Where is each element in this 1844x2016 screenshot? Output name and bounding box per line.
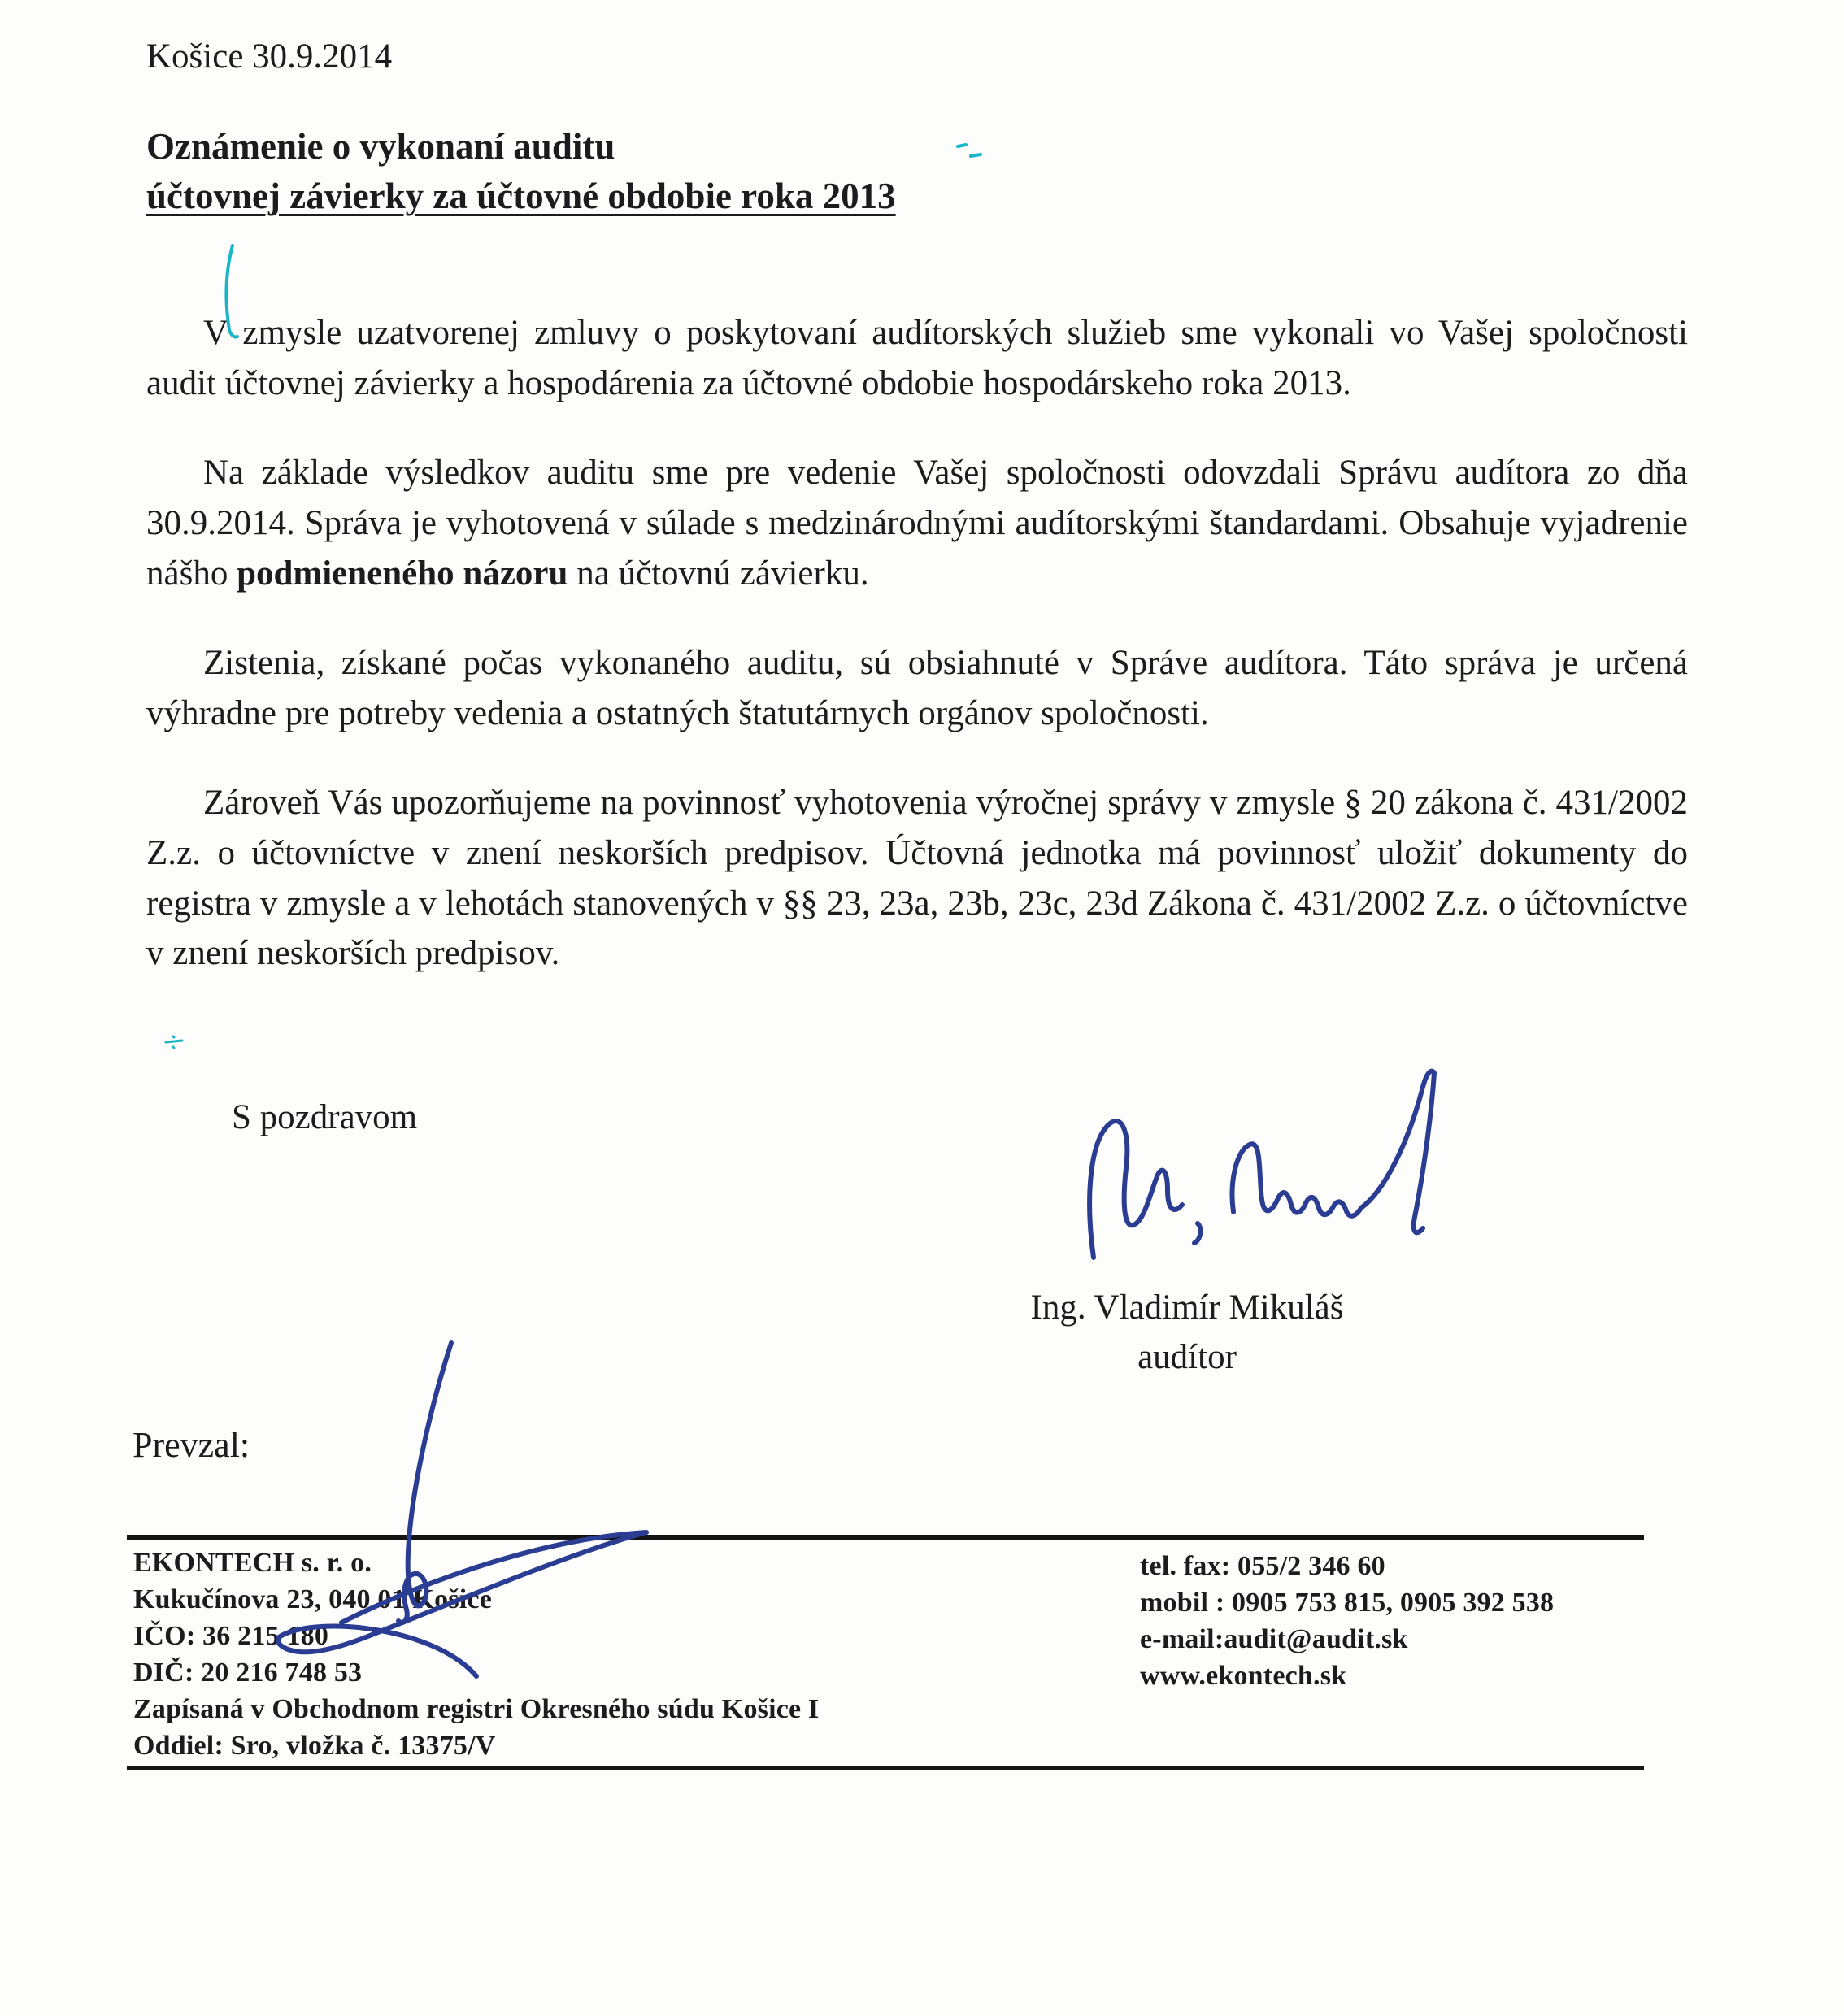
closing-salutation: S pozdravom xyxy=(232,1098,418,1136)
signer-name: Ing. Vladimír Mikuláš xyxy=(1030,1288,1344,1327)
cyan-dash-artifact xyxy=(953,140,985,163)
contact-web: www.ekontech.sk xyxy=(1140,1661,1347,1691)
received-signature xyxy=(203,1333,659,1683)
signer-title: audítor xyxy=(1137,1338,1237,1377)
contact-email: e-mail:audit@audit.sk xyxy=(1140,1624,1408,1654)
paragraph-2-pre: Na základe výsledkov auditu sme pre vedenie Vašej spoločnosti odovzdali Správu audítora zo dňa 30.9.2014. Správa je vyhotovená v súlade s medzinárodnými audítorskými štandardami. Obsahuje vyjadrenie nášho xyxy=(146,454,1688,593)
paragraph-4: Zároveň Vás upozorňujeme na povinnosť vyhotovenia výročnej správy v zmysle § 20 zákona č. 431/2002 Z.z. o účtovníctve v znení neskorších predpisov. Účtovná jednotka má povinnosť uložiť dokumenty do registra v zmysle a v lehotách stanovených v §§ 23, 23a, 23b, 23c, 23d Zákona č. 431/2002 Z.z. o účtovníctve v znení neskorších predpisov. xyxy=(146,783,1688,973)
cyan-scribble-strokes xyxy=(227,245,237,337)
letter-title xyxy=(146,122,1688,221)
received-label: Prevzal: xyxy=(133,1425,250,1465)
title-line-1: Oznámenie o vykonaní auditu xyxy=(146,125,615,167)
paragraph-2 xyxy=(146,448,1688,599)
cyan-dot-artifact xyxy=(163,1034,187,1050)
cyan-scribble-artifact xyxy=(213,242,249,343)
contact-telfax: tel. fax: 055/2 346 60 xyxy=(1140,1551,1385,1581)
paragraph-2-bold: podmieneného názoru xyxy=(237,554,568,593)
footer-bottom-rule xyxy=(127,1766,1644,1770)
auditor-signature xyxy=(1065,1053,1447,1297)
company-dic: DIČ: 20 216 748 53 xyxy=(133,1658,363,1688)
company-name: EKONTECH s. r. o. xyxy=(133,1548,372,1578)
auditor-signature-strokes xyxy=(1089,1071,1434,1258)
date-line: Košice 30.9.2014 xyxy=(146,37,393,76)
contact-mobile: mobil : 0905 753 815, 0905 392 538 xyxy=(1140,1588,1555,1618)
cyan-dot-strokes xyxy=(166,1036,182,1048)
company-register: Zapísaná v Obchodnom registri Okresného súdu Košice I xyxy=(133,1694,820,1724)
company-ico: IČO: 36 215 180 xyxy=(133,1621,329,1651)
letter-body xyxy=(146,308,1688,979)
title-line-2: účtovnej závierky za účtovné obdobie roka 2013 xyxy=(146,175,896,216)
paragraph-3: Zistenia, získané počas vykonaného auditu, sú obsiahnuté v Správe audítora. Táto správa je určená výhradne pre potreby vedenia a ostatných štatutárnych orgánov spoločnosti. xyxy=(146,643,1688,732)
footer-contact-block xyxy=(1140,1548,1554,1694)
paragraph-1: V zmysle uzatvorenej zmluvy o poskytovaní audítorských služieb sme vykonali vo Vašej spoločnosti audit účtovnej závierky a hospodárenia za účtovné obdobie hospodárskeho roka 2013. xyxy=(146,314,1688,403)
signer-block xyxy=(927,1283,1447,1382)
cyan-dash-strokes xyxy=(958,145,981,156)
company-address: Kukučínova 23, 040 01 Košice xyxy=(133,1584,493,1614)
paragraph-2-post: na účtovnú závierku. xyxy=(568,554,869,593)
received-signature-strokes xyxy=(278,1343,646,1676)
letter-content xyxy=(0,0,1844,979)
company-section: Oddiel: Sro, vložka č. 13375/V xyxy=(133,1731,496,1761)
